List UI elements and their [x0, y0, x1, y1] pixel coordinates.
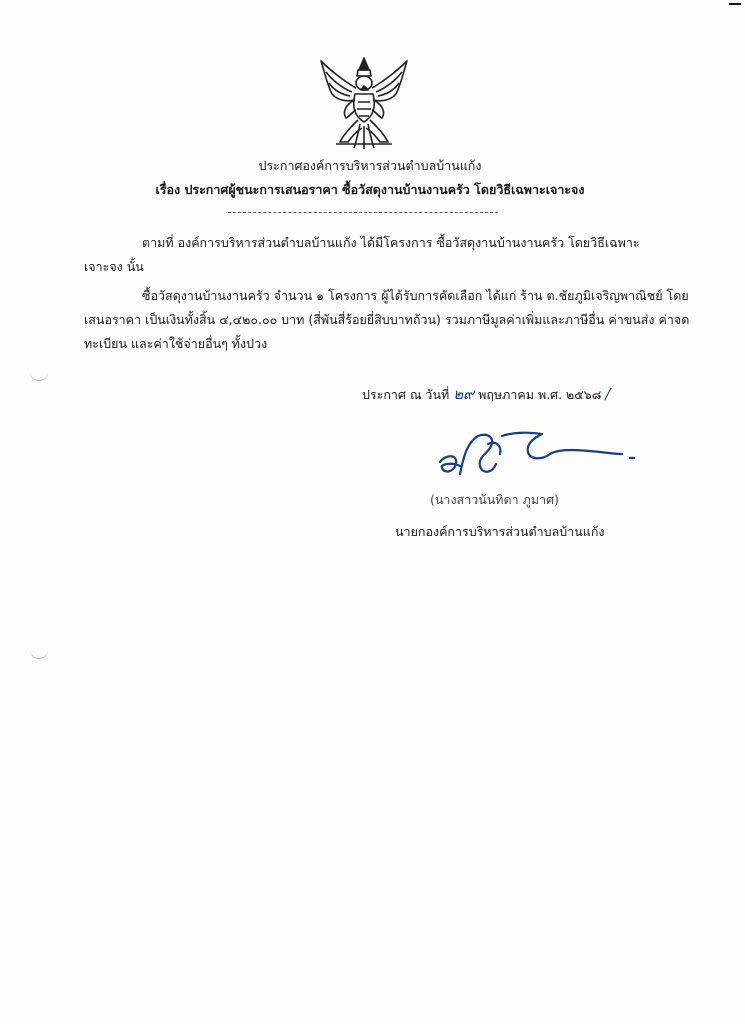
scan-corner-mark	[729, 3, 741, 5]
garuda-emblem-icon	[318, 56, 410, 151]
date-prefix: ประกาศ ณ วันที่	[362, 387, 450, 402]
check-mark: /	[605, 385, 611, 403]
signatory-position: นายกองค์การบริหารส่วนตำบลบ้านแก้ง	[395, 524, 605, 539]
date-month-year: พฤษภาคม พ.ศ. ๒๕๖๘	[478, 387, 602, 402]
paragraph-2-line-2: เสนอราคา เป็นเงินทั้งสิ้น ๔,๔๒๐.๐๐ บาท (สี่พันสี่ร้อยยี่สิบบาทถ้วน) รวมภาษีมูลค่าเพิ่มและภาษีอื่น ค่าขนส่ง ค่าจด	[84, 312, 690, 327]
handwritten-day: ๒๙	[453, 385, 475, 403]
handwritten-signature	[430, 424, 640, 482]
punch-hole-mark	[30, 370, 48, 381]
paragraph-1-line-2: เจาะจง นั้น	[84, 259, 144, 274]
signatory-name: (นางสาวนันทิดา ภูมาศ)	[430, 492, 559, 507]
paragraph-1-line-1: ตามที่ องค์การบริหารส่วนตำบลบ้านแก้ง ได้มีโครงการ ซื้อวัสดุงานบ้านงานครัว โดยวิธีเฉพาะ	[142, 235, 640, 250]
document-subject: เรื่อง ประกาศผู้ชนะการเสนอราคา ซื้อวัสดุงานบ้านงานครัว โดยวิธีเฉพาะเจาะจง	[155, 182, 585, 197]
organization-heading: ประกาศองค์การบริหารส่วนตำบลบ้านแก้ง	[258, 158, 482, 173]
punch-hole-mark	[30, 648, 48, 659]
announcement-date-line	[362, 386, 610, 403]
heading-divider	[228, 212, 498, 213]
paragraph-2-line-3: ทะเบียน และค่าใช้จ่ายอื่นๆ ทั้งปวง	[84, 336, 268, 351]
paragraph-2-line-1: ซื้อวัสดุงานบ้านงานครัว จำนวน ๑ โครงการ ผู้ได้รับการคัดเลือก ได้แก่ ร้าน ต.ชัยภูมิเจริญพาณิชย์ โดย	[142, 288, 689, 303]
